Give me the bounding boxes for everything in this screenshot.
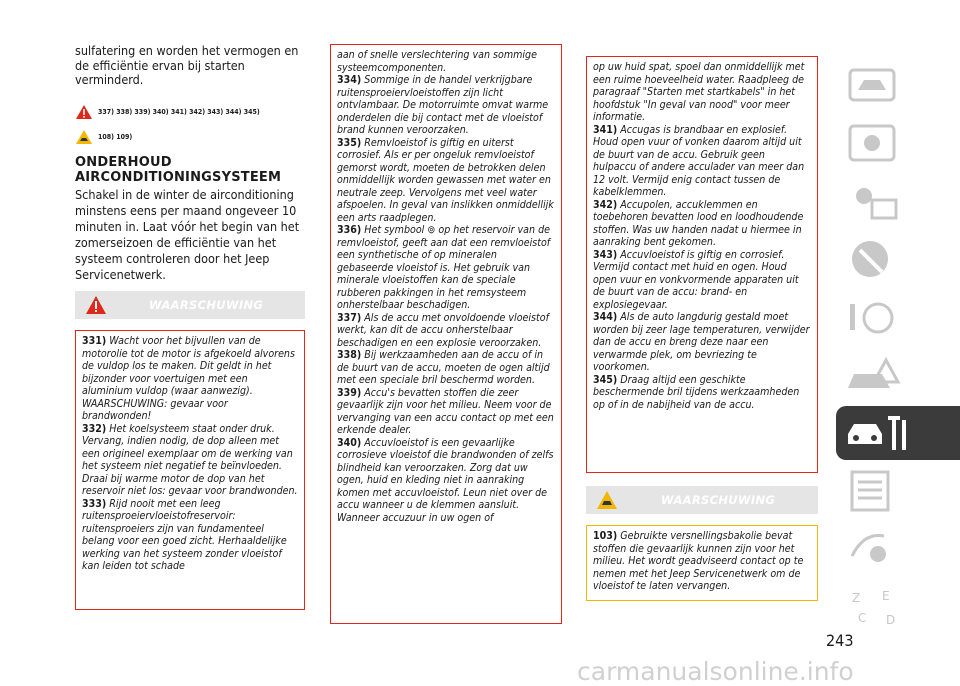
warning-item: 337) Als de accu met onvoldoende vloeistof werkt, kan dit de accu onherstelbaar beschadigen en een explosie veroorzaken. [337,311,549,349]
tab-seats[interactable] [836,232,960,286]
warning-item: op uw huid spat, spoel dan onmiddellijk met een ruime hoeveelheid water. Raadpleeg de paragraaf "Starten met startkabels" in het hoofdstuk "In geval van nood" voor meer informatie. [593,61,805,123]
multimedia-icon [842,526,902,572]
warning-item: 340) Accuvloeistof is een gevaarlijke corrosieve vloeistof die brandwonden of zelfs blindheid kan veroorzaken. Zorg dat uw ogen, huid en kleding niet in aanraking komen met accuvloeistof. Leun niet over de accu wanneer u de klemmen aansluit. Wanneer accuzuur in uw ogen of [337,436,554,524]
tab-technical[interactable] [836,464,960,518]
svg-text:D: D [886,613,896,627]
warning-item: 344) Als de auto langdurig gestald moet worden bij zeer lage temperaturen, verwijder dan de accu en breng deze naar een verwarmde plek, om bevriezing te voorkomen. [593,311,810,373]
emergency-car-icon [842,352,902,398]
caution-label: WAARSCHUWING [660,493,776,507]
caution-triangle-icon [596,490,618,510]
alphabet-index-icon [842,584,902,630]
tab-emergency[interactable] [836,348,960,402]
car-wrench-icon [842,410,912,456]
svg-text:C: C [858,611,867,625]
warning-item: 334) Sommige in de handel verkrijgbare ruitensproeiervloeistoffen zijn licht ontvlambaar. De motorruimte omvat warme onderdelen die bij contact met de vloeistof brand kunnen veroorzaken. [337,74,549,136]
warning-item: 343) Accuvloeistof is giftig en corrosief. Vermijd contact met huid en ogen. Houd open vuur en vonkvormende apparaten uit de buurt van de accu: brand- en explosiegevaar. [593,248,799,311]
warning-item: 339) Accu's bevatten stoffen die zeer gevaarlijk zijn voor het milieu. Neem voor de vervanging van een accu contact op met een erkende dealer. [337,386,554,436]
tab-maintenance[interactable] [836,406,960,460]
warning-item: aan of snelle verslechtering van sommige systeemcomponenten. [337,49,537,74]
warning-header [75,291,305,319]
warning-box-col1 [75,330,305,610]
warning-label: WAARSCHUWING [148,298,264,312]
warning-triangle-icon [75,104,93,120]
warning-box-col2 [330,44,562,624]
body-text: Schakel in de winter de airconditioning minstens eens per maand ongeveer 10 minuten in. Laat vóór het begin van het zomerseizoen de efficiëntie van het systeem controleren door het Jeep Servicenetwerk. [75,187,300,282]
warning-refs [75,104,260,120]
warning-item: 342) Accupolen, accuklemmen en toebehoren bevatten lood en loodhoudende stoffen. Was uw handen nadat u hiermee in aanraking bent gekomen. [593,198,804,248]
tab-multimedia[interactable] [836,522,960,576]
caution-item: 103) Gebruikte versnellingsbakolie bevat stoffen die gevaarlijk kunnen zijn voor het milieu. Het wordt geadviseerd contact op te nemen met het Jeep Servicenetwerk om de vloeistof te laten vervangen. [593,530,804,592]
spec-list-icon [842,468,902,514]
warning-item: 331) Wacht voor het bijvullen van de motorolie tot de motor is afgekoeld alvorens de vuldop los te maken. Dit geldt in het bijzonder voor voertuigen met een aluminium vuldop (waar aanwezig). WAARSCHUWING: gevaar voor brandwonden! [82,335,295,422]
warning-item: 341) Accugas is brandbaar en explosief. Houd open vuur of vonken daarom altijd uit de buurt van de accu. Gebruik geen hulpaccu of andere acculader van meer dan 12 volt. Vermijd enig contact tussen de kabelklemmen. [593,123,805,198]
page-number: 243 [826,631,854,650]
warning-item: 333) Rijd nooit met een leeg ruitensproeiervloeistofreservoir: ruitensproeiers zijn van fundamenteel belang voor een goed zicht. Herhaaldelijke werking van het systeem zonder vloeistof kan leiden tot schade [82,497,287,572]
warning-item: 332) Het koelsysteem staat onder druk. Vervang, indien nodig, de dop alleen met een origineel exemplaar om de werking van het systeem niet negatief te beïnvloeden. Draai bij warme motor de dop van het reservoir niet los: gevaar voor brandwonden. [82,422,298,497]
caution-header [586,486,818,514]
warning-item: 338) Bij werkzaamheden aan de accu of in de buurt van de accu, moeten de ogen altijd met een speciale bril beschermd worden. [337,349,550,386]
watermark: carmanualsonline.info [577,657,854,686]
car-info-icon [842,62,902,108]
tab-dashboard[interactable] [836,58,960,112]
svg-text:Z: Z [852,591,861,605]
light-mail-icon [842,178,902,224]
section-heading: ONDERHOUD AIRCONDITIONINGSYSTEEM [75,155,282,185]
warning-item: 335) Remvloeistof is giftig en uiterst corrosief. Als er per ongeluk remvloeistof gemorst wordt, moeten de betrokken delen onmiddellijk worden gewassen met water en neutrale zeep. Vervolgens met veel water afspoelen. In geval van inslikken onmiddellijk een arts raadplegen. [337,136,554,224]
tab-safety[interactable] [836,116,960,170]
tab-driving[interactable] [836,290,960,344]
caution-refs-text: 108) 109) [98,133,133,141]
caution-triangle-icon [75,129,93,145]
caution-box [586,525,818,601]
warning-refs-text: 337) 338) 339) 340) 341) 342) 343) 344) 345) [98,108,260,116]
warning-item: 336) Het symbool ⊚ op het reservoir van de remvloeistof, geeft aan dat een remvloeistof een synthetische of op mineralen gebaseerde vloeistof is. Het gebruik van minerale vloeistoffen kan de speciale rubberen pakkingen in het remsysteem onherstelbaar beschadigen. [337,224,551,311]
warning-box-col3 [586,56,818,473]
tab-lights[interactable] [836,174,960,228]
tab-index[interactable] [836,580,960,634]
warning-triangle-icon [85,295,107,315]
caution-refs [75,129,132,145]
safety-icon [842,120,902,166]
warning-item: 345) Draag altijd een geschikte beschermende bril tijdens werkzaamheden op of in de nabijheid van de accu. [593,373,800,411]
svg-text:E: E [882,589,890,603]
seatbelt-icon [842,236,902,282]
intro-text: sulfatering en worden het vermogen en de efficiëntie ervan bij starten verminderd. [75,43,299,87]
steering-icon [842,294,902,340]
